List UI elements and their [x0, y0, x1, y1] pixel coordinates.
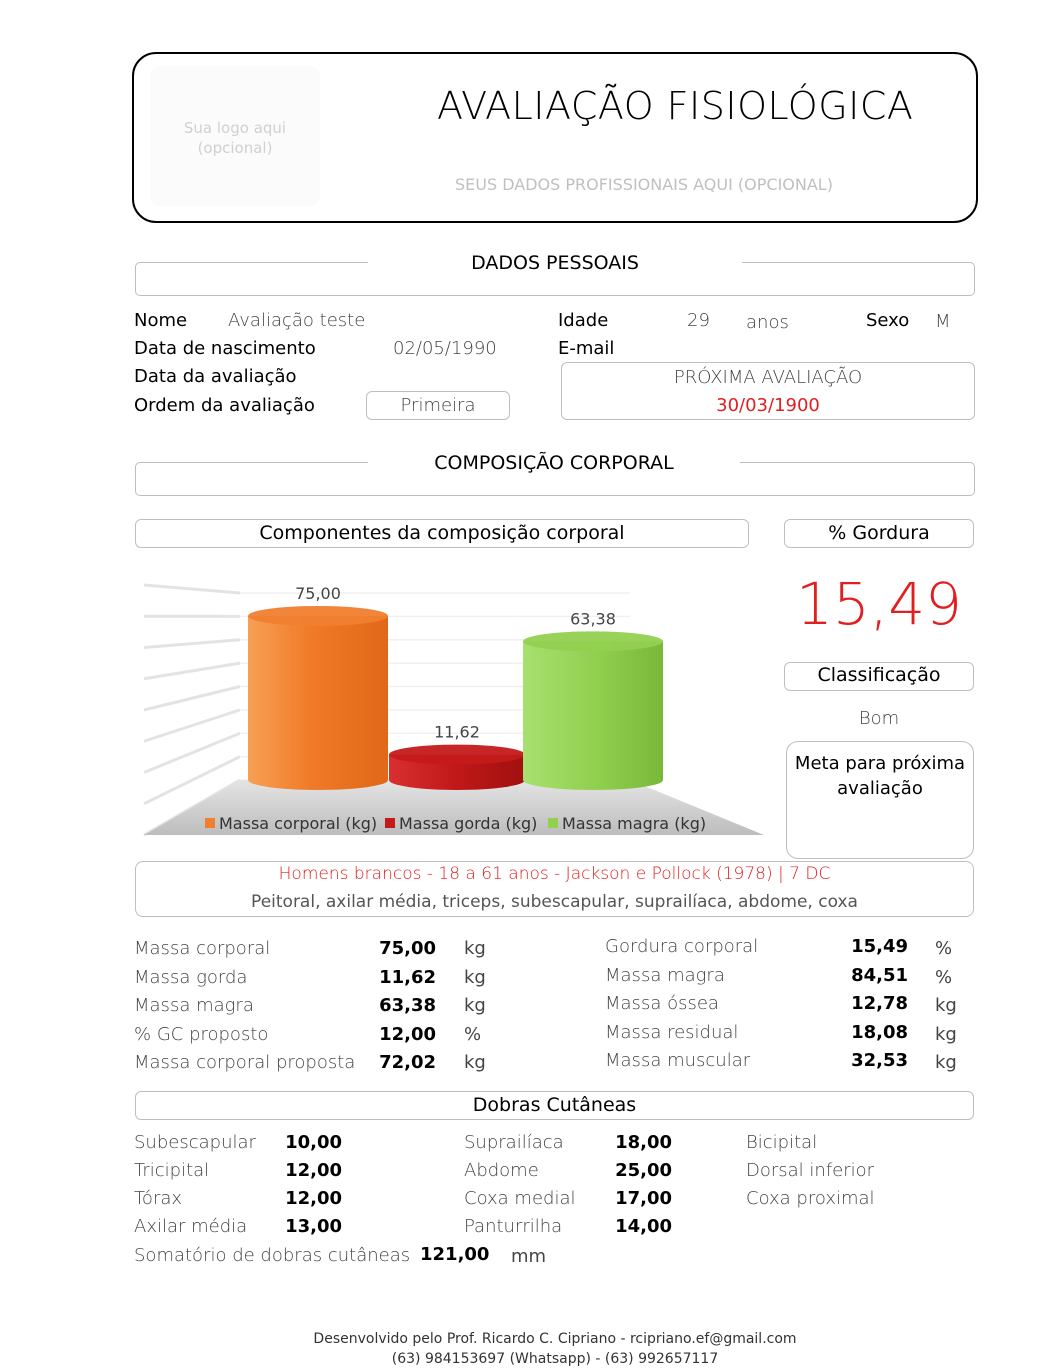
result-value: 12,00 — [379, 1023, 436, 1045]
skinfold-label: Tricipital — [134, 1160, 210, 1181]
result-value: 72,02 — [379, 1052, 436, 1073]
protocol-sites: Peitoral, axilar média, triceps, subescapular, suprailíaca, abdome, coxa — [251, 892, 858, 912]
result-label: % GC proposto — [134, 1023, 269, 1045]
result-label: Massa corporal proposta — [134, 1052, 356, 1073]
chart-gridline — [144, 585, 240, 593]
result-value: 12,78 — [851, 993, 908, 1014]
chart-gridline — [144, 663, 240, 679]
skinfold-label: Abdome — [464, 1160, 539, 1181]
footer-line-1: Desenvolvido pelo Prof. Ricardo C. Cipriano - rcipriano.ef@gmail.com — [313, 1331, 797, 1347]
classification-title: Classificação — [817, 664, 941, 686]
chart-data-label: 11,62 — [434, 722, 480, 742]
result-unit: kg — [935, 1023, 957, 1045]
page-title: AVALIAÇÃO FISIOLÓGICA — [437, 84, 914, 128]
result-value: 15,49 — [851, 936, 908, 957]
protocol-name: Homens brancos - 18 a 61 anos - Jackson e Pollock (1978) | 7 DC — [278, 864, 831, 884]
result-value: 75,00 — [379, 938, 436, 959]
age-label: Idade — [558, 310, 609, 331]
classification-value: Bom — [858, 708, 900, 729]
chart-title: Componentes da composição corporal — [259, 522, 625, 544]
result-label: Massa magra — [134, 995, 254, 1016]
sex-value: M — [935, 311, 951, 332]
email-label: E-mail — [558, 338, 615, 359]
fat-percentage-value: 15,49 — [795, 570, 963, 638]
skinfold-value: 12,00 — [285, 1188, 342, 1209]
composition-section-title: COMPOSIÇÃO CORPORAL — [434, 452, 674, 474]
skinfold-label: Subescapular — [134, 1132, 256, 1153]
skinfold-value: 14,00 — [615, 1216, 672, 1237]
skinfold-value: 10,00 — [285, 1132, 342, 1153]
professional-data: SEUS DADOS PROFISSIONAIS AQUI (OPCIONAL) — [455, 175, 833, 194]
age-value: 29 — [687, 310, 710, 331]
result-label: Massa gorda — [134, 966, 248, 988]
chart-data-label: 63,38 — [570, 609, 616, 629]
chart-gridline — [144, 640, 240, 648]
chart-legend-swatch — [385, 818, 395, 828]
footer-line-2: (63) 984153697 (Whatsapp) - (63) 992657117 — [391, 1351, 719, 1367]
skinfold-label: Coxa proximal — [746, 1188, 875, 1209]
chart-legend-label: Massa corporal (kg) — [219, 814, 378, 833]
result-unit: % — [935, 966, 953, 988]
chart-legend-swatch — [548, 818, 558, 828]
result-label: Massa magra — [605, 964, 725, 986]
chart-bar-top — [523, 631, 663, 651]
skinfold-value: 18,00 — [615, 1132, 672, 1153]
result-unit: % — [464, 1023, 482, 1045]
result-value: 32,53 — [851, 1050, 908, 1071]
chart-bar-top — [389, 745, 525, 765]
result-value: 11,62 — [379, 966, 436, 988]
result-label: Gordura corporal — [605, 936, 759, 957]
result-unit: kg — [464, 966, 486, 988]
skinfold-label: Axilar média — [134, 1216, 248, 1237]
chart-legend-swatch — [205, 818, 215, 828]
result-unit: kg — [464, 1052, 486, 1073]
sex-label: Sexo — [866, 310, 910, 331]
order-value: Primeira — [400, 395, 476, 416]
result-label: Massa óssea — [605, 993, 719, 1014]
result-unit: kg — [935, 1052, 957, 1073]
birth-value: 02/05/1990 — [393, 338, 497, 359]
personal-section-title: DADOS PESSOAIS — [471, 252, 639, 274]
next-eval-label: PRÓXIMA AVALIAÇÃO — [673, 367, 863, 388]
birth-label: Data de nascimento — [134, 338, 316, 359]
result-label: Massa corporal — [134, 938, 271, 959]
chart-bar — [248, 616, 388, 790]
chart-legend-label: Massa gorda (kg) — [399, 814, 538, 833]
result-label: Massa residual — [605, 1021, 739, 1043]
chart-bar-top — [248, 606, 388, 626]
result-unit: kg — [935, 995, 957, 1016]
chart-data-label: 75,00 — [295, 583, 341, 603]
skinfold-label: Bicipital — [746, 1132, 818, 1153]
skinfold-label: Suprailíaca — [464, 1132, 564, 1153]
skinfold-label: Tórax — [134, 1188, 183, 1209]
result-value: 18,08 — [851, 1021, 908, 1043]
order-label: Ordem da avaliação — [134, 395, 315, 416]
name-label: Nome — [134, 310, 188, 331]
name-value: Avaliação teste — [228, 310, 366, 331]
composition-chart — [130, 575, 770, 845]
chart-gridline — [144, 733, 240, 772]
skinfold-label: Dorsal inferior — [746, 1160, 875, 1181]
result-unit: kg — [464, 938, 486, 959]
skinfold-sum-value: 121,00 — [420, 1244, 490, 1265]
skinfold-value: 12,00 — [285, 1160, 342, 1181]
eval-date-label: Data da avaliação — [134, 366, 297, 387]
skinfold-sum-label: Somatório de dobras cutâneas — [134, 1245, 411, 1266]
fat-title: % Gordura — [828, 522, 930, 544]
skinfold-label: Panturrilha — [464, 1216, 563, 1237]
skinfold-value: 13,00 — [285, 1216, 342, 1237]
result-value: 84,51 — [851, 964, 908, 986]
skinfold-label: Coxa medial — [464, 1188, 576, 1209]
next-eval-date: 30/03/1900 — [716, 395, 820, 416]
result-label: Massa muscular — [605, 1050, 751, 1071]
skinfolds-title: Dobras Cutâneas — [472, 1094, 637, 1116]
goal-title: Meta para próxima avaliação — [794, 753, 966, 799]
chart-gridline — [144, 687, 240, 711]
chart-gridline — [144, 710, 240, 741]
result-unit: % — [935, 938, 953, 959]
skinfold-sum-unit: mm — [511, 1246, 547, 1267]
result-unit: kg — [464, 995, 486, 1016]
result-value: 63,38 — [379, 995, 436, 1016]
logo-placeholder-text: Sua logo aqui (opcional) — [183, 119, 287, 157]
skinfold-value: 25,00 — [615, 1160, 672, 1181]
age-unit: anos — [746, 312, 789, 333]
chart-legend-label: Massa magra (kg) — [562, 814, 707, 833]
chart-bar — [523, 641, 663, 790]
skinfold-value: 17,00 — [615, 1188, 672, 1209]
